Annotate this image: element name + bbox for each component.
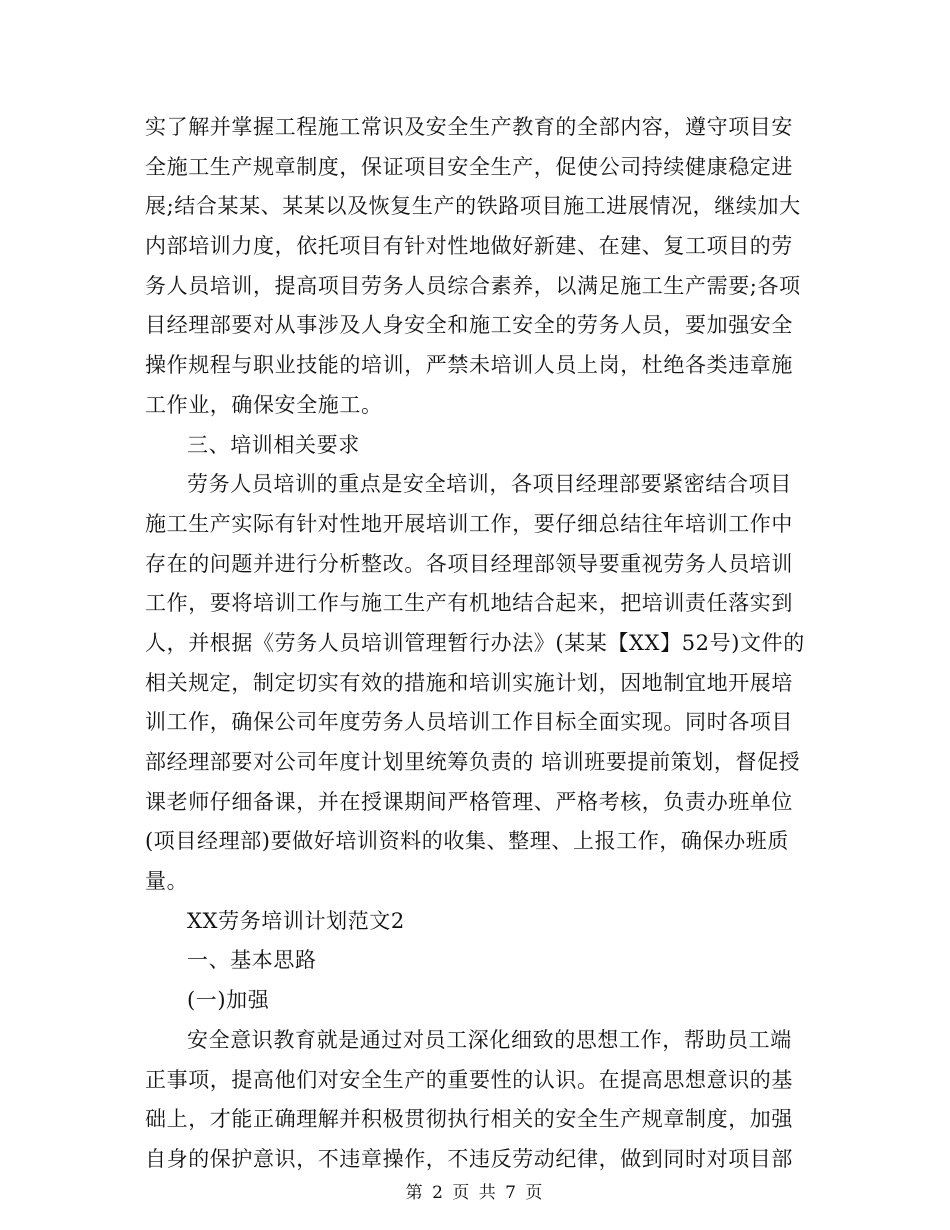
body-text-line: 础上，才能正确理解并积极贯彻执行相关的安全生产规章制度，加强 — [145, 1107, 793, 1132]
body-text-line: 训工作，确保公司年度劳务人员培训工作目标全面实现。同时各项目 — [145, 710, 793, 735]
body-text-line: (项目经理部)要做好培训资料的收集、整理、上报工作，确保办班质 — [145, 829, 789, 854]
section-heading: 三、培训相关要求 — [187, 432, 360, 457]
body-text-line: 施工生产实际有针对性地开展培训工作，要仔细总结往年培训工作中 — [145, 511, 793, 536]
body-text-line: 实了解并掌握工程施工常识及安全生产教育的全部内容，遵守项目安 — [145, 115, 793, 139]
body-text-line: 务人员培训，提高项目劳务人员综合素养，以满足施工生产需要;各项 — [145, 273, 801, 298]
body-text-line: 展;结合某某、某某以及恢复生产的铁路项目施工进展情况，继续加大 — [145, 194, 801, 219]
body-text-line: 人，并根据《劳务人员培训管理暂行办法》(某某【XX】52号)文件的 — [145, 630, 805, 655]
body-text-line: 存在的问题并进行分析整改。各项目经理部领导要重视劳务人员培训 — [145, 551, 793, 576]
document-body — [145, 108, 805, 1180]
body-text-line: 课老师仔细备课，并在授课期间严格管理、严格考核，负责办班单位 — [145, 789, 793, 814]
page-number: 第 2 页 共 7 页 — [405, 1183, 545, 1203]
body-text-line: 目经理部要对从事涉及人身安全和施工安全的劳务人员，要加强安全 — [145, 313, 793, 338]
body-text-line: 内部培训力度，依托项目有针对性地做好新建、在建、复工项目的劳 — [145, 234, 793, 259]
body-text-line: 正事项，提高他们对安全生产的重要性的认识。在提高思想意识的基 — [145, 1067, 793, 1092]
body-text-line: 工作，要将培训工作与施工生产有机地结合起来，把培训责任落实到 — [145, 591, 793, 616]
body-text-line: 自身的保护意识，不违章操作，不违反劳动纪律，做到同时对项目部 — [145, 1146, 793, 1171]
body-text-line: 相关规定，制定切实有效的措施和培训实施计划，因地制宜地开展培 — [145, 670, 793, 695]
document-title: XX劳务培训计划范文2 — [187, 908, 405, 933]
body-text-line: 全施工生产规章制度，保证项目安全生产，促使公司持续健康稳定进 — [145, 154, 793, 179]
body-text-line: 安全意识教育就是通过对员工深化细致的思想工作，帮助员工端 — [187, 1027, 792, 1052]
subsection-heading: (一)加强 — [187, 988, 270, 1013]
body-text-line: 工作业，确保安全施工。 — [145, 392, 383, 417]
body-text-line: 部经理部要对公司年度计划里统筹负责的 培训班要提前策划，督促授 — [145, 750, 801, 774]
body-text-line: 量。 — [145, 869, 189, 894]
body-text-line: 劳务人员培训的重点是安全培训，各项目经理部要紧密结合项目 — [187, 472, 792, 497]
body-text-line: 操作规程与职业技能的培训，严禁未培训人员上岗，杜绝各类违章施 — [145, 353, 793, 378]
page-footer — [0, 1178, 950, 1203]
section-heading: 一、基本思路 — [187, 948, 317, 973]
